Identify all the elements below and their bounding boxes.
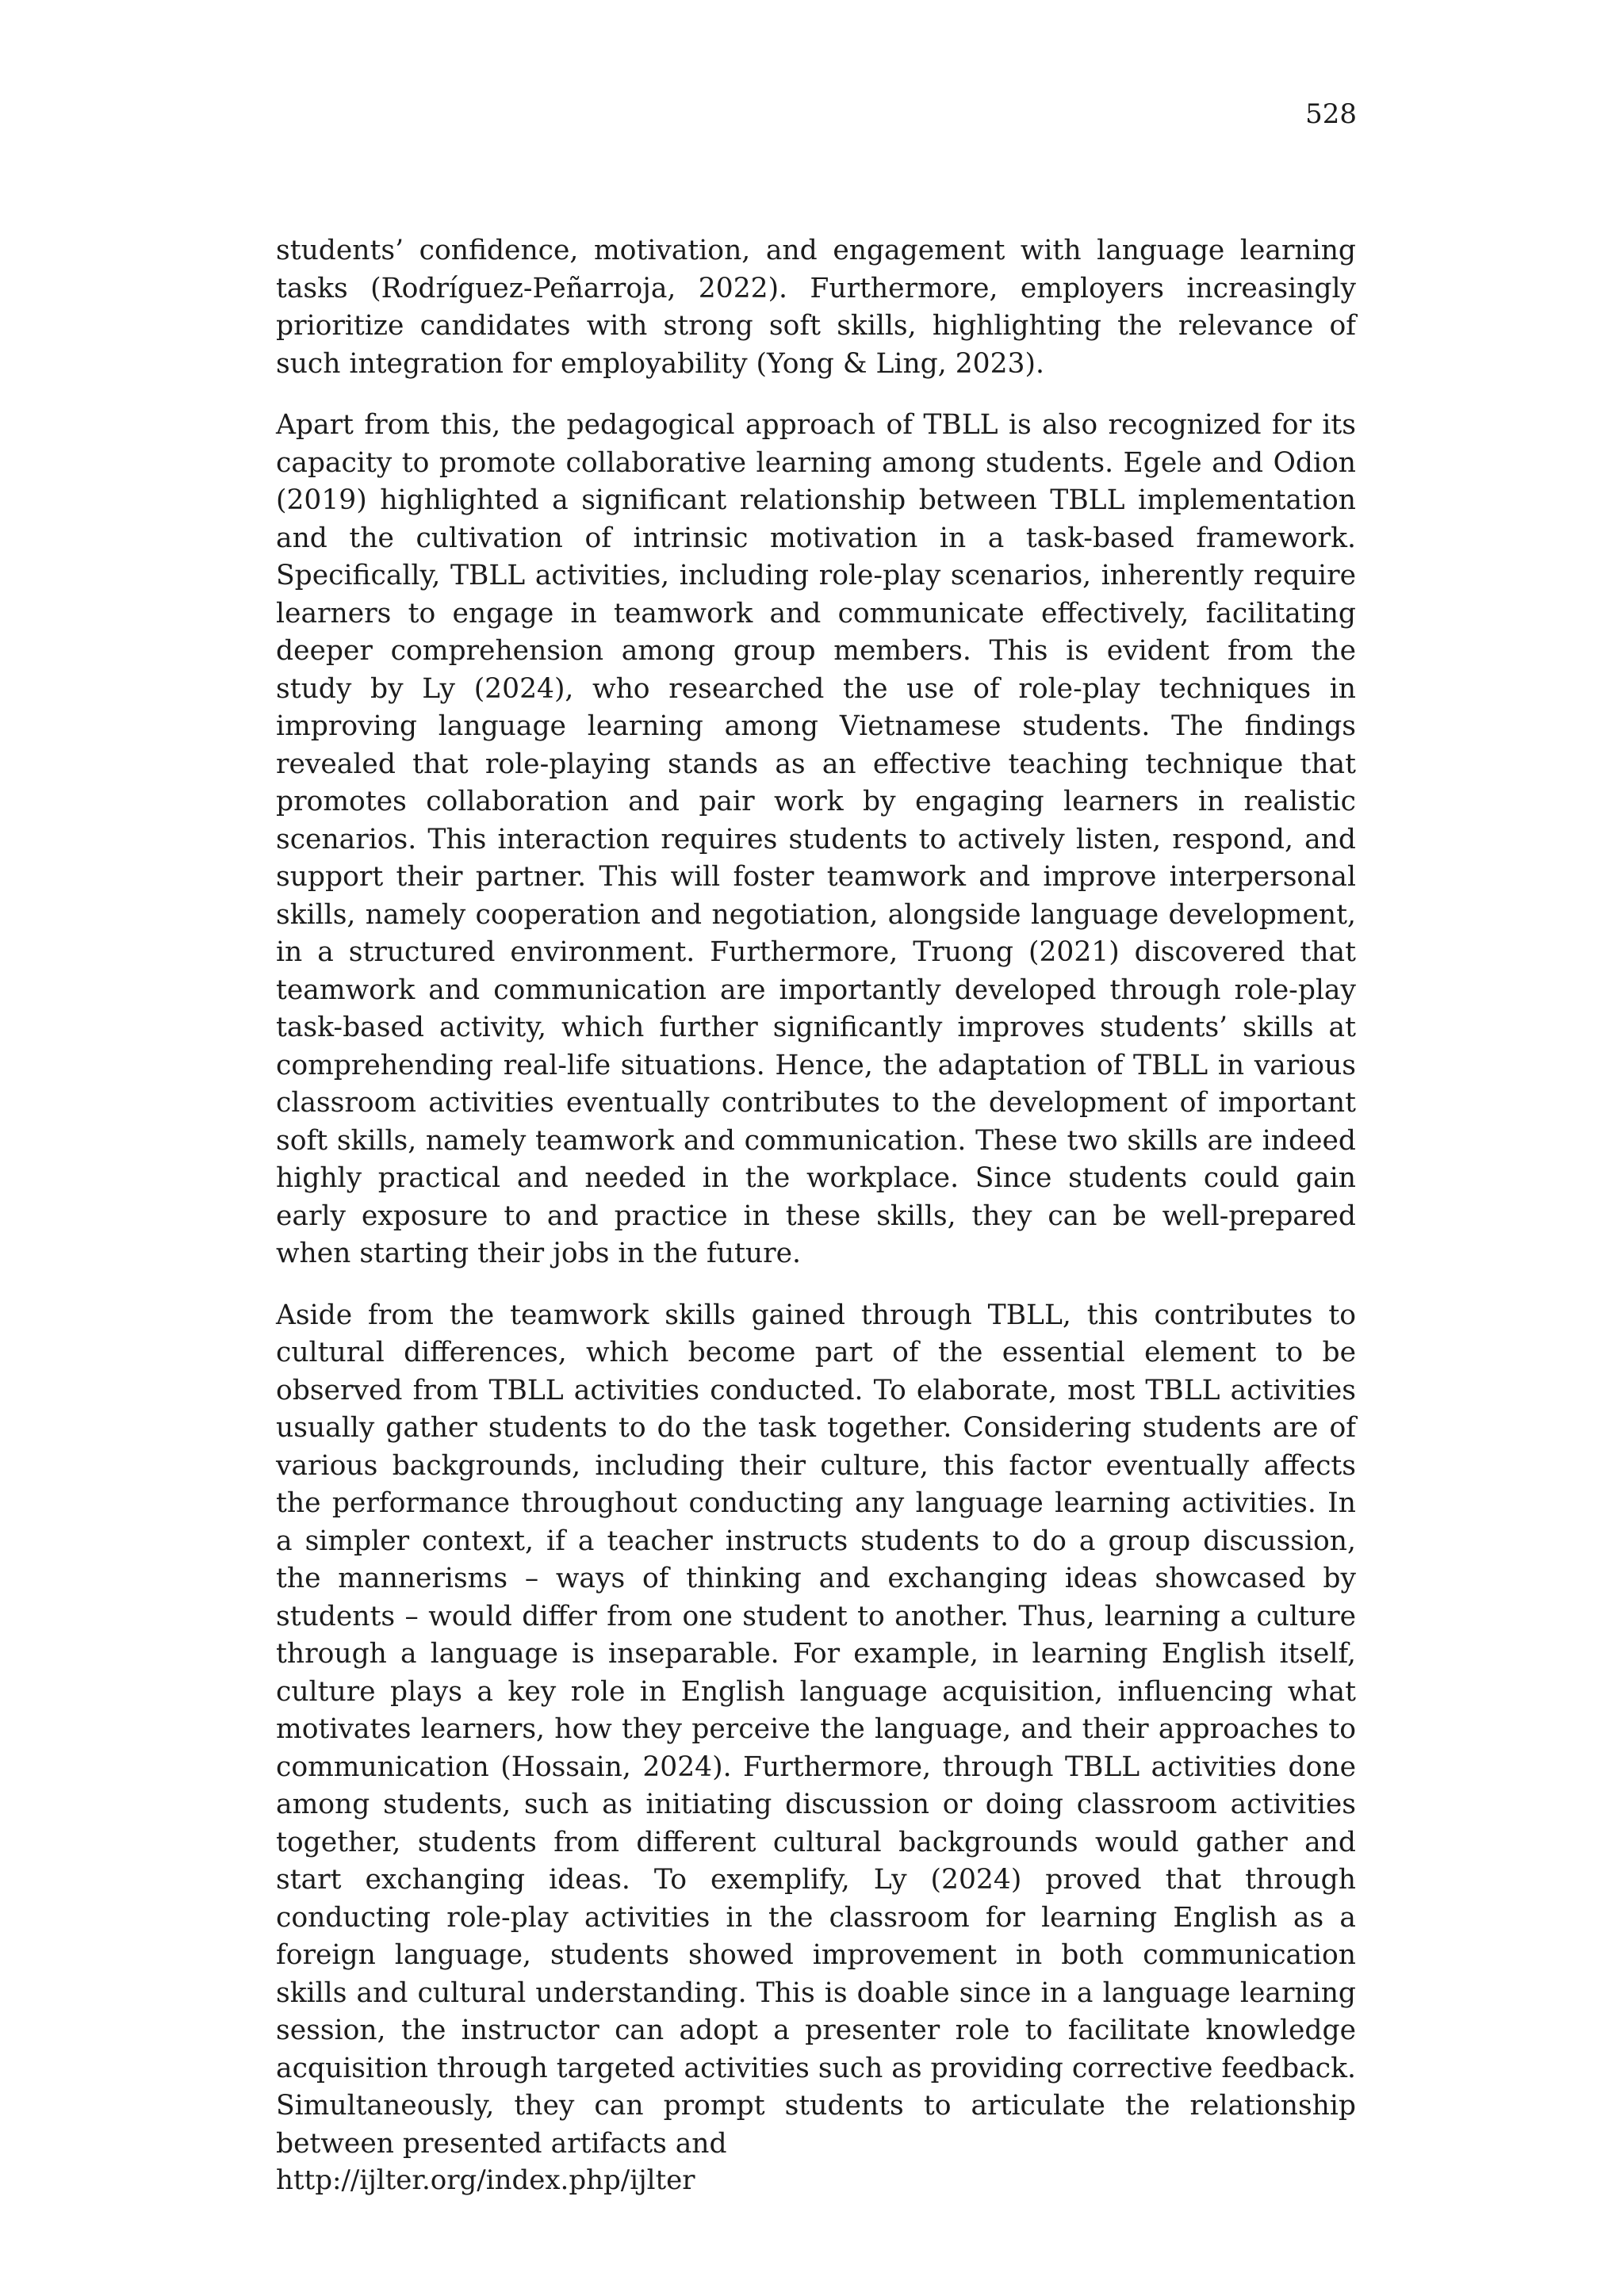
paragraph-collaborative-learning: Apart from this, the pedagogical approach of TBLL is also recognized for its capacity to promote collaborative learning among students. Egele and Odion (2019) highlighted a significant relationship between TBLL implementation and the cultivation of intrinsic motivation in a task-based framework. Specifically, TBLL activities, including role-play scenarios, inherently require learners to engage in teamwork and communicate effectively, facilitating deeper comprehension among group members. This is evident from the study by Ly (2024), who researched the use of role-play techniques in improving language learning among Vietnamese students. The findings revealed that role-playing stands as an effective teaching technique that promotes collaboration and pair work by engaging learners in realistic scenarios. This interaction requires students to actively listen, respond, and support their partner. This will foster teamwork and improve interpersonal skills, namely cooperation and negotiation, alongside language development, in a structured environment. Furthermore, Truong (2021) discovered that teamwork and communication are importantly developed through role-play task-based activity, which further significantly improves students’ skills at comprehending real-life situations. Hence, the adaptation of TBLL in various classroom activities eventually contributes to the development of important soft skills, namely teamwork and communication. These two skills are indeed highly practical and needed in the workplace. Since students could gain early exposure to and practice in these skills, they can be well-prepared when starting their jobs in the future. xyxy=(276,409,1356,1269)
footer-journal-url[interactable]: http://ijlter.org/index.php/ijlter xyxy=(276,2164,695,2196)
article-body xyxy=(276,232,1356,2187)
paragraph-soft-skills-intro: students’ confidence, motivation, and engagement with language learning tasks (Rodríguez-Peñarroja, 2022). Furthermore, employers increasingly prioritize candidates with strong soft skills, highlighting the relevance of such integration for employability (Yong & Ling, 2023). xyxy=(276,235,1356,380)
page-number: 528 xyxy=(1305,98,1357,130)
paragraph-cultural-differences: Aside from the teamwork skills gained through TBLL, this contributes to cultural differences, which become part of the essential element to be observed from TBLL activities conducted. To elaborate, most TBLL activities usually gather students to do the task together. Considering students are of various backgrounds, including their culture, this factor eventually affects the performance throughout conducting any language learning activities. In a simpler context, if a teacher instructs students to do a group discussion, the mannerisms – ways of thinking and exchanging ideas showcased by students – would differ from one student to another. Thus, learning a culture through a language is inseparable. For example, in learning English itself, culture plays a key role in English language acquisition, influencing what motivates learners, how they perceive the language, and their approaches to communication (Hossain, 2024). Furthermore, through TBLL activities done among students, such as initiating discussion or doing classroom activities together, students from different cultural backgrounds would gather and start exchanging ideas. To exemplify, Ly (2024) proved that through conducting role-play activities in the classroom for learning English as a foreign language, students showed improvement in both communication skills and cultural understanding. This is doable since in a language learning session, the instructor can adopt a presenter role to facilitate knowledge acquisition through targeted activities such as providing corrective feedback. Simultaneously, they can prompt students to articulate the relationship between presented artifacts and xyxy=(276,1299,1356,2160)
